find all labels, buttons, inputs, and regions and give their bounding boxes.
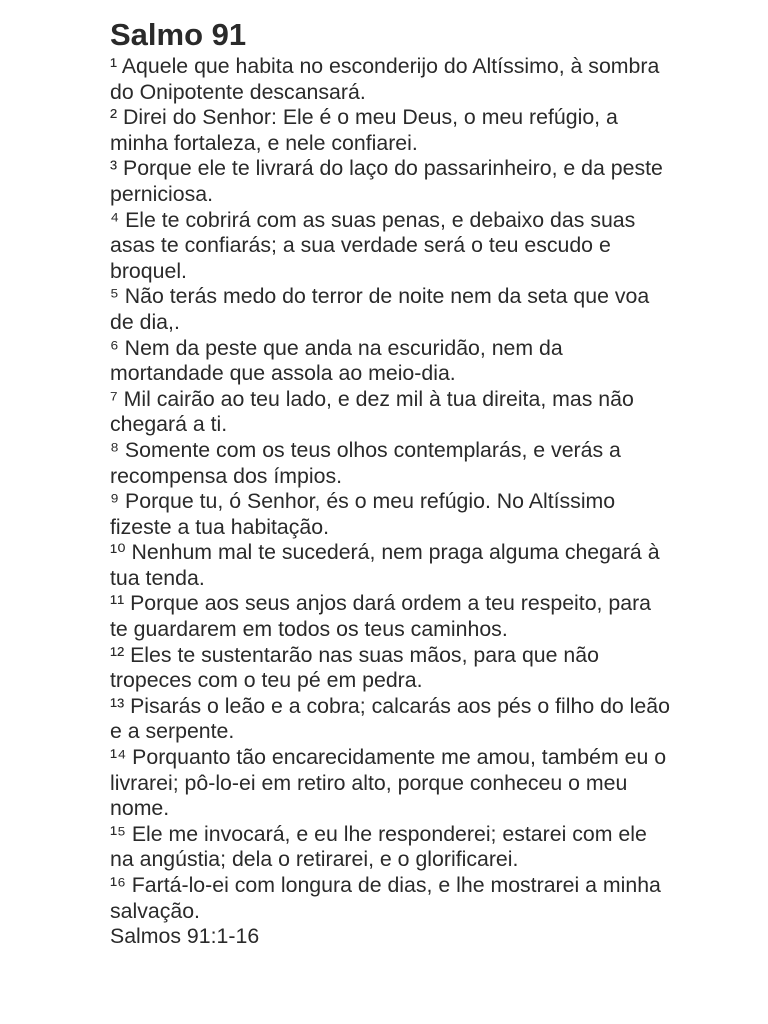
verse-4: ⁴ Ele te cobrirá com as suas penas, e debaixo das suas asas te confiarás; a sua verdade será o teu escudo e broquel. xyxy=(110,207,636,283)
scripture-reference: Salmos 91:1-16 xyxy=(110,924,260,949)
verse-11: ¹¹ Porque aos seus anjos dará ordem a teu respeito, para te guardarem em todos os teus caminhos. xyxy=(110,591,652,642)
verse-1: ¹ Aquele que habita no esconderijo do Altíssimo, à sombra do Onipotente descansará. xyxy=(110,54,660,104)
document-title: Salmo 91 xyxy=(110,17,247,52)
verse-7: ⁷ Mil cairão ao teu lado, e dez mil à tua direita, mas não chegará a ti. xyxy=(110,386,634,437)
verse-9: ⁹ Porque tu, ó Senhor, és o meu refúgio. No Altíssimo fizeste a tua habitação. xyxy=(110,489,616,539)
verse-13: ¹³ Pisarás o leão e a cobra; calcarás aos pés o filho do leão e a serpente. xyxy=(110,693,670,744)
document-page xyxy=(110,16,670,950)
verse-10: ¹⁰ Nenhum mal te sucederá, nem praga alguma chegará à tua tenda. xyxy=(110,540,660,590)
verse-5: ⁵ Não terás medo do terror de noite nem da seta que voa de dia,. xyxy=(110,284,650,334)
verse-15: ¹⁵ Ele me invocará, e eu lhe responderei; estarei com ele na angústia; dela o retirarei, e o glorificarei. xyxy=(110,821,647,872)
verse-16: ¹⁶ Fartá-lo-ei com longura de dias, e lhe mostrarei a minha salvação. xyxy=(110,873,661,923)
verse-list xyxy=(110,54,670,924)
verse-14: ¹⁴ Porquanto tão encarecidamente me amou, também eu o livrarei; pô-lo-ei em retiro alto, porque conheceu o meu nome. xyxy=(110,745,667,821)
verse-8: ⁸ Somente com os teus olhos contemplarás, e verás a recompensa dos ímpios. xyxy=(110,437,621,488)
verse-12: ¹² Eles te sustentarão nas suas mãos, para que não tropeces com o teu pé em pedra. xyxy=(110,642,599,693)
verse-6: ⁶ Nem da peste que anda na escuridão, nem da mortandade que assola ao meio-dia. xyxy=(110,335,563,386)
verse-3: ³ Porque ele te livrará do laço do passarinheiro, e da peste perniciosa. xyxy=(110,156,663,206)
verse-2: ² Direi do Senhor: Ele é o meu Deus, o meu refúgio, a minha fortaleza, e nele confiarei. xyxy=(110,105,618,155)
